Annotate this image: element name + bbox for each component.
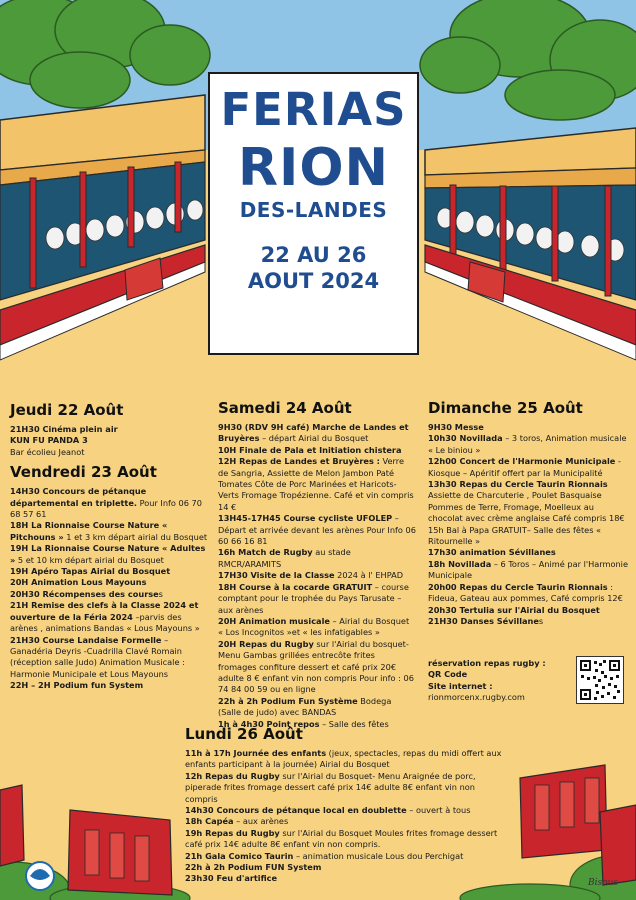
event-highlight: 21H Remise des clefs à la Classe 2024 et ouverture de la Féria 2024	[10, 600, 199, 622]
event-detail: s	[538, 615, 544, 626]
event-highlight: 20H Animation Lous Mayouns	[10, 577, 147, 588]
event-item	[428, 525, 628, 548]
title-rion: RION	[237, 138, 390, 198]
event-detail: Verre de Sangria, Assiette de Melon Jambon Paté Tomates Côte de Porc Marinées et Haricots-Verts Fromage Tropézienne. Café et vin compris 14 €	[218, 456, 414, 512]
title-box	[208, 72, 419, 355]
event-highlight: 10h30 Novillada	[428, 433, 503, 444]
reservation-line2: QR Code	[428, 669, 468, 680]
reservation-website[interactable]: rionmorcenx.rugby.com	[428, 692, 525, 703]
event-detail: – animation musicale Lous dou Perchigat	[293, 850, 464, 861]
event-item	[218, 616, 416, 639]
event-highlight: 13H45-17H45 Course cycliste UFOLEP	[218, 513, 393, 524]
column-middle	[218, 398, 416, 730]
event-detail: – Airial du Bosquet « Los Incognitos »et « les infatigables »	[218, 615, 410, 638]
event-item	[185, 816, 505, 827]
event-detail: sur l'Airial du Bosquet- Menu Araignée de porc, piperade frites fromage dessert café prix 14€ adulte 8€ enfant vin non compris	[185, 770, 476, 804]
event-highlight: 19H La Rionnaise Course Nature « Adultes »	[10, 543, 206, 565]
event-detail: –Ganadéria Deyris -Cuadrilla Clavé Romain (réception salle Judo) Animation Musicale : Harmonie Municipale et Lous Mayouns	[10, 634, 185, 679]
title-dates: 22 AU 26	[260, 243, 367, 267]
event-detail: – Départ et arrivée devant les arènes Pour Info 06 60 66 16 81	[218, 513, 416, 547]
event-highlight: 20H Animation musicale	[218, 615, 330, 626]
event-highlight: 13h30 Repas du Cercle Taurin Rionnais	[428, 479, 608, 490]
event-item	[218, 639, 416, 696]
event-item	[10, 566, 208, 577]
event-detail: sur l'Airial du bosquet- Menu Gambas grillées entrecôte frites fromages confiture dessert et café prix 20€ adulte 8 € enfant vin non compris Pour info : 06 74 84 00 59 ou en ligne	[218, 638, 414, 695]
event-detail: 2024 à l' EHPAD	[334, 570, 404, 581]
event-item	[185, 862, 505, 873]
column-lundi	[185, 724, 505, 885]
events-lundi	[185, 748, 505, 885]
event-item	[428, 559, 628, 582]
event-highlight: 12h00 Concert de l'Harmonie Municipale	[428, 456, 616, 467]
event-item	[185, 748, 505, 771]
day-heading-jeudi: Jeudi 22 Août	[10, 401, 124, 419]
event-detail: Bodega (Salle de judo) avec BANDAS	[218, 695, 392, 718]
event-detail: Bar écolieu Jeanot	[10, 446, 85, 457]
event-detail: - Kiosque – Apéritif offert par la Municipalité	[428, 456, 621, 478]
event-highlight: 11h à 17h Journée des enfants	[185, 748, 327, 758]
event-item	[10, 520, 208, 543]
event-highlight: 9H30 Messe	[428, 422, 484, 432]
event-item	[185, 771, 505, 805]
event-highlight: 12H Repas de Landes et Bruyères :	[218, 456, 380, 467]
reservation-line3: Site internet :	[428, 680, 493, 691]
event-item	[10, 680, 208, 691]
event-item	[185, 805, 505, 816]
event-highlight: 20H30 Récompenses des course	[10, 588, 159, 599]
event-highlight: 18H La Rionnaise Course Nature « Pitchouns »	[10, 520, 168, 542]
event-item	[10, 600, 208, 634]
event-detail: 15h Bal à Papa GRATUIT– Salle des fêtes « Ritournelle »	[428, 524, 602, 547]
event-item	[185, 873, 505, 884]
event-highlight: 22h à 2h Podium Fun Système	[218, 695, 358, 706]
event-detail: Assiette de Charcuterie , Poulet Basquaise Pommes de Terre, Fromage, Moelleux au chocolat avec crème anglaise Café compris 18€	[428, 490, 625, 524]
event-highlight: 10H Finale de Pala et Initiation chistera	[218, 444, 402, 455]
event-detail: – départ Airial du Bosquet	[259, 433, 369, 444]
logo-icon	[26, 862, 54, 890]
event-item	[428, 433, 628, 456]
day-heading-dimanche: Dimanche 25 Août	[428, 399, 583, 417]
event-highlight: 22h à 2h Podium FUN System	[185, 862, 322, 873]
event-item	[185, 851, 505, 862]
event-item	[218, 582, 416, 616]
event-highlight: 20h30 Tertulia sur l'Airial du Bosquet	[428, 604, 600, 615]
artist-signature: Bisous	[588, 878, 618, 888]
event-item	[428, 479, 628, 525]
event-detail: – Salle des fêtes	[319, 718, 389, 729]
event-item	[10, 447, 208, 458]
event-highlight: 1h à 4h30 Point repos	[218, 718, 320, 729]
event-detail: – course comptant pour le trophée du Pays Tarusate – aux arènes	[218, 581, 409, 615]
event-highlight: 19h Repas du Rugby	[185, 827, 280, 838]
event-highlight: 14H30 Concours de pétanque départemental en triplette.	[10, 486, 147, 508]
column-right	[428, 398, 628, 627]
event-item	[10, 486, 208, 520]
event-item	[185, 828, 505, 851]
qr-code-icon[interactable]	[576, 656, 624, 704]
event-item	[428, 616, 628, 627]
event-item	[10, 589, 208, 600]
event-highlight: 20h00 Repas du Cercle Taurin Rionnais	[428, 581, 608, 592]
event-item	[428, 422, 628, 433]
event-highlight: 18h Capéa	[185, 816, 234, 827]
event-detail: au stade RMCR/ARAMITS	[218, 547, 351, 569]
event-detail: : Fideua, Gateau aux pommes, Café compris 12€	[428, 581, 623, 604]
event-detail: – 3 toros, Animation musicale « Le biniou »	[428, 433, 627, 455]
event-item	[218, 445, 416, 456]
event-item	[10, 424, 208, 435]
event-highlight: 17h30 animation Sévillanes	[428, 547, 556, 558]
event-highlight: 20H Repas du Rugby	[218, 638, 314, 649]
event-item	[218, 547, 416, 570]
day-heading-vendredi: Vendredi 23 Août	[10, 463, 157, 482]
event-highlight: 18h Novillada	[428, 558, 492, 569]
event-detail: (jeux, spectacles, repas du midi offert aux enfants participant à la journée) Airial du Bosquet	[185, 748, 502, 770]
event-highlight: KUN FU PANDA 3	[10, 435, 88, 446]
event-highlight: 23h30 Feu d'artifice	[185, 873, 278, 884]
events-jeudi	[10, 424, 208, 458]
event-item	[428, 582, 628, 605]
title-ferias: FERIAS	[220, 83, 407, 136]
event-item	[10, 543, 208, 566]
reservation-info	[428, 658, 568, 704]
event-highlight: 18H Course à la cocarde GRATUIT	[218, 581, 373, 592]
event-detail: – ouvert à tous	[406, 805, 471, 816]
event-highlight: 21h Gala Comico Taurin	[185, 850, 294, 861]
day-heading-lundi: Lundi 26 Août	[185, 725, 303, 743]
event-detail: 1 et 3 km départ airial du Bosquet	[63, 531, 208, 542]
events-samedi	[218, 422, 416, 730]
event-item	[10, 577, 208, 588]
event-item	[428, 605, 628, 616]
title-month-year: AOUT 2024	[247, 269, 380, 293]
event-detail: 5 et 10 km départ airial du Bosquet	[15, 554, 164, 565]
event-detail: sur l'Airial du Bosquet Moules frites fromage dessert café prix 14€ adulte 8€ enfant vin non compris.	[185, 827, 498, 850]
event-item	[428, 547, 628, 558]
event-detail: – aux arènes	[233, 816, 289, 827]
event-detail: s	[158, 588, 163, 599]
event-detail: Pour Info 06 70 68 57 61	[10, 497, 202, 520]
event-highlight: 9H30 (RDV 9H café) Marche de Landes et Bruyères	[218, 422, 409, 444]
event-highlight: 21H30 Danses Sévillane	[428, 615, 539, 626]
column-left	[10, 400, 208, 692]
events-vendredi	[10, 486, 208, 691]
event-highlight: 21H30 Course Landaise Formelle	[10, 634, 162, 645]
reservation-line1: réservation repas rugby :	[428, 658, 546, 668]
event-item	[218, 513, 416, 547]
day-heading-samedi: Samedi 24 Août	[218, 399, 352, 417]
event-highlight: 17H30 Visite de la Classe	[218, 570, 335, 581]
event-item	[10, 635, 208, 681]
event-item	[10, 435, 208, 446]
events-dimanche	[428, 422, 628, 627]
event-highlight: 21H30 Cinéma plein air	[10, 424, 118, 434]
event-highlight: 16h Match de Rugby	[218, 547, 313, 558]
event-detail: –parvis des arènes , animations Bandas « Lous Mayouns »	[10, 611, 200, 634]
title-des-landes: DES-LANDES	[239, 198, 388, 222]
event-item	[218, 570, 416, 581]
event-item	[428, 456, 628, 479]
event-highlight: 22H – 2H Podium fun System	[10, 680, 144, 691]
event-detail: – 6 Toros – Animé par l'Harmonie Municipale	[428, 558, 628, 581]
event-highlight: 19H Apéro Tapas Airial du Bosquet	[10, 566, 171, 577]
event-item	[218, 696, 416, 719]
event-item	[218, 456, 416, 513]
event-highlight: 12h Repas du Rugby	[185, 770, 280, 781]
event-item	[218, 422, 416, 445]
event-highlight: 14h30 Concours de pétanque local en doublette	[185, 805, 407, 816]
